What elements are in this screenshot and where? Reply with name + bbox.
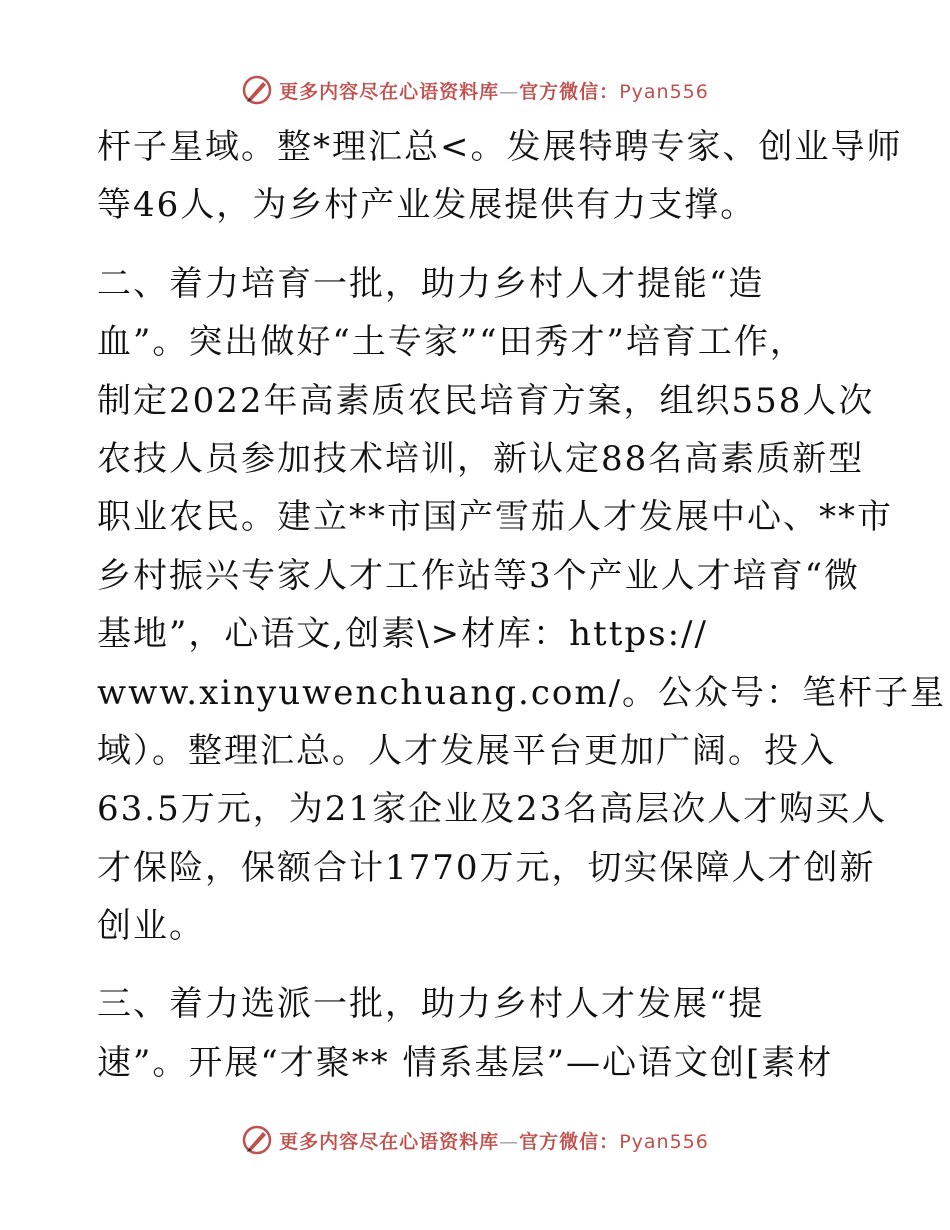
text-line: 等46人，为乡村产业发展提供有力支撑。: [97, 185, 757, 226]
text-line: 农技人员参加技术培训，新认定88名高素质新型: [97, 438, 865, 479]
footer-banner: [0, 1120, 950, 1160]
text-line: 基地”，心语文,创素\>材库：https://: [97, 614, 708, 655]
quill-pen-seal-icon: [241, 74, 273, 106]
document-body: [97, 118, 947, 1092]
banner-text: [279, 77, 709, 104]
text-line: 63.5万元，为21家企业及23名高层次人才购买人: [97, 789, 888, 830]
banner-separator: —: [499, 1130, 520, 1153]
text-line: 速”。开展“才聚** 情系基层”—心语文创[素材: [97, 1042, 834, 1083]
text-line: 血”。突出做好“土专家”“田秀才”培育工作，: [97, 322, 806, 363]
text-line: 创业。: [97, 906, 205, 947]
banner-wechat-id: Pyan556: [619, 1130, 709, 1153]
paragraph-3: [97, 975, 857, 1092]
text-line: 杆子星域。整*理汇总<。发展特聘专家、创业导师: [97, 127, 903, 167]
banner-text: [279, 1127, 709, 1154]
banner-wechat-label: 官方微信：: [519, 80, 620, 103]
text-line: 域）。整理汇总。人才发展平台更加广阔。投入: [97, 730, 836, 771]
section-heading-line: 三、着力选派一批，助力乡村人才发展“提: [97, 984, 765, 1025]
paragraph-2: [97, 255, 947, 956]
quill-pen-seal-icon: [241, 1124, 273, 1156]
banner-separator: —: [499, 80, 520, 103]
text-line: 制定2022年高素质农民培育方案，组织558人次: [97, 380, 875, 421]
banner-wechat-id: Pyan556: [619, 80, 709, 103]
text-line: www.xinyuwenchuang.com/。公众号：笔杆子星: [97, 672, 947, 713]
banner-wechat-label: 官方微信：: [519, 1130, 620, 1153]
banner-main-text: 更多内容尽在心语资料库: [279, 80, 500, 103]
text-line: 才保险，保额合计1770万元，切实保障人才创新: [97, 847, 876, 888]
text-line: 乡村振兴专家人才工作站等3个产业人才培育“微: [97, 555, 861, 596]
text-line: 职业农民。建立**市国产雪茄人才发展中心、**市: [97, 497, 893, 538]
paragraph-1: [97, 118, 903, 235]
header-banner: [0, 70, 950, 110]
banner-main-text: 更多内容尽在心语资料库: [279, 1130, 500, 1153]
section-heading-line: 二、着力培育一批，助力乡村人才提能“造: [97, 263, 765, 304]
